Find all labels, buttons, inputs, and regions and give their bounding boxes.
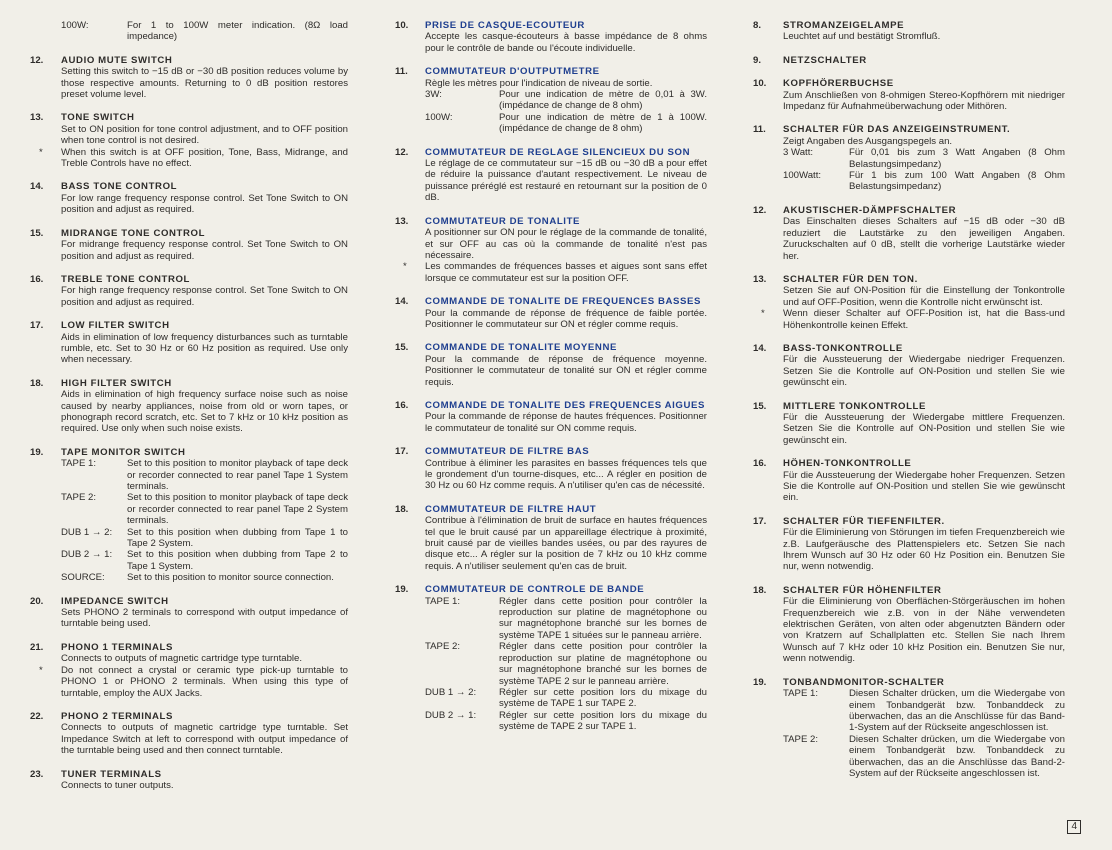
section-number: 8. [753, 20, 762, 31]
section-number: 14. [30, 181, 44, 193]
section-text: Pour la commande de réponse de fréquence de faible portée. Positionner le commutateur sur ON et régler comme requis. [425, 307, 707, 330]
section-heading: SCHALTER FÜR HÖHENFILTER [783, 584, 942, 596]
section-text: For high range frequency response control. Set Tone Switch to ON position and adjust as required. [61, 285, 348, 308]
section-item [753, 55, 1065, 66]
section-number: 12. [30, 54, 44, 66]
section-heading: KOPFHÖRERBUCHSE [783, 78, 894, 90]
section-heading: HÖHEN-TONKONTROLLE [783, 458, 912, 470]
setting-label: TAPE 2: [61, 492, 97, 504]
section-text: Für die Eliminierung von Störungen im tiefen Frequenzbereich wie z.B. Laufgeräusche des Plattenspielers etc. Setzen Sie nach Ihrem Wunsch auf 30 Hz oder 60 Hz Position ein. Benutzen Sie nur, wenn notwendig. [783, 527, 1065, 573]
section-heading: TUNER TERMINALS [61, 768, 162, 780]
setting-description: Diesen Schalter drücken, um die Wiedergabe von einem Tonbandgerät bzw. Tonbanddeck zu überwachen, das an die Anschlüsse für das Band-1-System auf der Rückseite angeschlossen ist. [849, 688, 1065, 734]
section-number: 14. [395, 296, 409, 308]
section-number: 11. [753, 124, 766, 136]
section-heading: COMMUTATEUR D'OUTPUTMETRE [425, 66, 600, 78]
section-number: 17. [753, 515, 767, 527]
section-number: 22. [30, 710, 44, 722]
section-heading: MITTLERE TONKONTROLLE [783, 400, 926, 412]
setting-list [783, 147, 1065, 193]
setting-description: For 1 to 100W meter indication. (8Ω load impedance) [127, 20, 348, 43]
section-item [30, 55, 348, 101]
setting-label: DUB 1 → 2: [61, 526, 113, 538]
setting-label: DUB 2 → 1: [61, 549, 113, 561]
setting-label: TAPE 1: [783, 688, 819, 700]
section-text: Für die Aussteuerung der Wiedergabe mittlere Frequenzen. Setzen Sie die Kontrolle auf ON-Position und stellen Sie wie gewünscht ein. [783, 411, 1065, 446]
section-item [395, 216, 707, 284]
setting-description: Pour une indication de mètre de 1 à 100W. (impédance de change de 8 ohm) [499, 111, 707, 135]
section-text: Règle les mètres pour l'indication de niveau de sortie. [425, 77, 653, 89]
section-text: Contribue à éliminer les parasites en basses fréquences tels que le grondement d'un tourne-disques, etc... A régler en position de 30 Hz ou 60 Hz comme requis. A n'utiliser qu'en cas de nécessité. [425, 457, 707, 492]
section-number: 13. [30, 112, 44, 124]
section-heading: TREBLE TONE CONTROL [61, 273, 191, 285]
setting-description: Für 0,01 bis zum 3 Watt Angaben (8 Ohm Belastungsimpedanz) [849, 147, 1065, 170]
note-marker: * [761, 308, 765, 320]
section-heading: LOW FILTER SWITCH [61, 320, 170, 332]
section-heading: AKUSTISCHER-DÄMPFSCHALTER [783, 204, 957, 216]
note-body: Wenn dieser Schalter auf OFF-Position ist, hat die Bass-und Höhenkontrolle keinen Effekt. [783, 308, 1065, 331]
section-heading: PRISE DE CASQUE-ECOUTEUR [425, 20, 585, 31]
section-number: 15. [753, 400, 767, 412]
section-text: A positionner sur ON pour le réglage de la commande de tonalité, et sur OFF au cas où la commande de tonalité n'est pas nécessaire. [425, 227, 707, 261]
english-column [30, 20, 348, 803]
section-number: 10. [753, 78, 767, 90]
section-heading: BASS-TONKONTROLLE [783, 342, 903, 354]
section-item [30, 112, 348, 169]
note-text [761, 308, 1065, 331]
setting-label: TAPE 2: [783, 733, 819, 745]
section-text: Connects to tuner outputs. [61, 779, 174, 791]
section-item [395, 66, 707, 134]
section-number: 19. [30, 446, 44, 458]
section-text: Für die Aussteuerung der Wiedergabe niedriger Frequenzen. Setzen Sie die Kontrolle auf ON-Position und stellen Sie wie gewünscht ein. [783, 354, 1065, 389]
setting-description: Set to this position to monitor playback of tape deck or recorder connected to rear panel Tape 2 System terminals. [127, 492, 348, 527]
section-item [30, 320, 348, 366]
section-number: 12. [395, 146, 409, 158]
section-number: 16. [395, 399, 409, 411]
section-item [30, 769, 348, 792]
section-item [753, 124, 1065, 192]
setting-label: 100W: [425, 111, 453, 123]
section-number: 19. [395, 584, 409, 596]
section-number: 16. [30, 273, 44, 285]
note-body: Do not connect a crystal or ceramic type pick-up turntable to PHONO 1 or PHONO 2 terminals. When using this type of turntable, employ the AUX Jacks. [61, 664, 348, 699]
german-column [753, 20, 1065, 791]
setting-label: 100Watt: [783, 170, 822, 182]
section-item [753, 677, 1065, 780]
note-text [39, 664, 348, 699]
section-text: Zum Anschließen von 8-ohmigen Stereo-Kopfhörern mit niedriger Impedanz für Aufnahmeüberwachung oder Mithören. [783, 89, 1065, 113]
section-heading: NETZSCHALTER [783, 54, 867, 66]
page-number: 4 [1067, 820, 1081, 834]
setting-label: SOURCE: [61, 572, 105, 584]
section-item [395, 400, 707, 434]
section-item [395, 342, 707, 388]
section-item [753, 516, 1065, 573]
section-heading: COMMUTATEUR DE REGLAGE SILENCIEUX DU SON [425, 146, 691, 158]
section-heading: COMMANDE DE TONALITE MOYENNE [425, 342, 617, 354]
section-number: 12. [753, 204, 767, 216]
section-item [395, 147, 707, 204]
setting-description: Set to this position when dubbing from Tape 1 to Tape 2 System. [127, 526, 348, 550]
note-body: When this switch is at OFF position, Tone, Bass, Midrange, and Treble Controls have no effect. [61, 146, 348, 170]
section-item [395, 296, 707, 330]
section-heading: PHONO 1 TERMINALS [61, 641, 174, 653]
setting-list [425, 596, 707, 733]
section-heading: COMMUTATEUR DE TONALITE [425, 215, 581, 227]
section-item [30, 181, 348, 215]
setting-label: DUB 2 → 1: [425, 709, 477, 721]
section-number: 17. [395, 446, 409, 458]
section-text: Zeigt Angaben des Ausgangspegels an. [783, 135, 953, 147]
section-item [753, 401, 1065, 447]
section-heading: SCHALTER FÜR TIEFENFILTER. [783, 515, 945, 527]
section-item [30, 228, 348, 262]
note-text [39, 146, 348, 170]
section-item [395, 504, 707, 572]
section-item [753, 585, 1065, 665]
setting-label: TAPE 1: [425, 595, 461, 607]
section-number: 20. [30, 595, 44, 607]
section-text: Pour la commande de réponse de fréquence moyenne. Positionner le commutateur de tonalité sur ON et régler comme requis. [425, 353, 707, 388]
section-text: Aids in elimination of high frequency surface noise such as noise caused by nearby appliances, noise from old or worn tapes, or phonograph record scratch, etc. Set to 7 kHz or 10 kHz position as required. Use only when such noise exists. [61, 389, 348, 435]
setting-list [61, 458, 348, 583]
section-text: Pour la commande de réponse de hautes fréquences. Positionner le commutateur de tonalité sur ON comme requis. [425, 411, 707, 434]
section-number: 21. [30, 641, 44, 653]
setting-description: Diesen Schalter drücken, um die Wiedergabe von einem Tonbandgerät bzw. Tonbanddeck zu überwachen, das an die Anschlüsse das Band-2-System auf der Rückseite angeschlossen ist. [849, 733, 1065, 779]
section-item [395, 20, 707, 54]
section-item [30, 447, 348, 584]
setting-description: Régler sur cette position lors du mixage du système de TAPE 1 sur TAPE 2. [499, 686, 707, 710]
section-heading: TONE SWITCH [61, 112, 135, 124]
section-text: Für die Eliminierung von Oberflächen-Störgeräuschen im hohen Frequenzbereich wie z.B. von in der Nähe verwendeten elektrischen Geräten, von alten oder abgenutzten Bändern oder von Kratzern auf Schallplatten etc. Stellen Sie nach Ihrem Wunsch auf 7 kHz oder 10 kHz Position ein. Benutzen Sie nur, wenn notwendig. [783, 596, 1065, 665]
section-heading: AUDIO MUTE SWITCH [61, 54, 173, 66]
section-text: For low range frequency response control. Set Tone Switch to ON position and adjust as required. [61, 192, 348, 216]
section-text: Setting this switch to −15 dB or −30 dB position reduces volume by those respective amounts. Returning to 0 dB position restores preset volume level. [61, 66, 348, 101]
setting-label: DUB 1 → 2: [425, 686, 477, 698]
setting-list [783, 688, 1065, 779]
section-item [30, 378, 348, 435]
section-heading: SCHALTER FÜR DAS ANZEIGEINSTRUMENT. [783, 124, 1011, 136]
setting-description: Set to this position to monitor playback of tape deck or recorder connected to rear panel Tape 1 System terminals. [127, 458, 348, 492]
section-item [753, 20, 1065, 43]
section-heading: COMMUTATEUR DE FILTRE BAS [425, 446, 590, 458]
section-text: Accepte les casque-écouteurs à basse impédance de 8 ohms pour le contrôle de bande ou l'écoute individuelle. [425, 31, 707, 54]
section-heading: BASS TONE CONTROL [61, 181, 178, 193]
note-marker: * [39, 664, 43, 676]
section-number: 13. [753, 273, 767, 285]
section-item [753, 205, 1065, 262]
section-heading: IMPEDANCE SWITCH [61, 595, 169, 607]
section-item [395, 584, 707, 732]
section-item [30, 642, 348, 699]
section-item [30, 711, 348, 757]
setting-description: Set to this position when dubbing from Tape 2 to Tape 1 System. [127, 549, 348, 572]
section-number: 18. [30, 377, 44, 389]
section-item [753, 343, 1065, 389]
section-number: 15. [395, 342, 409, 354]
section-number: 13. [395, 215, 409, 227]
setting-description: Pour une indication de mètre de 0,01 à 3W. (impédance de change de 8 ohm) [499, 89, 707, 112]
section-text: Sets PHONO 2 terminals to correspond with output impedance of turntable being used. [61, 607, 348, 630]
section-item [753, 78, 1065, 112]
note-body: Les commandes de fréquences basses et aigues sont sans effet lorsque ce commutateur est sur la position OFF. [425, 261, 707, 284]
section-item [30, 20, 348, 43]
section-heading: STROMANZEIGELAMPE [783, 20, 905, 31]
section-item [395, 446, 707, 492]
section-number: 18. [753, 584, 767, 596]
section-heading: TONBANDMONITOR-SCHALTER [783, 676, 945, 688]
section-text: Connects to outputs of magnetic cartridge type turntable. [61, 653, 303, 665]
section-number: 16. [753, 458, 767, 470]
setting-list [425, 89, 707, 135]
section-heading: SCHALTER FÜR DEN TON. [783, 273, 918, 285]
setting-label: TAPE 1: [61, 458, 97, 470]
note-marker: * [403, 261, 407, 273]
section-number: 23. [30, 768, 44, 780]
section-text: Le réglage de ce commutateur sur −15 dB ou −30 dB a pour effet de réduire la puissance d'autant respectivement. Le niveau de puissance préréglé est restauré en retournant sur la position de 0 dB. [425, 158, 707, 204]
section-heading: TAPE MONITOR SWITCH [61, 446, 186, 458]
section-number: 10. [395, 20, 409, 31]
section-item [30, 596, 348, 630]
section-number: 19. [753, 676, 767, 688]
setting-description: Régler sur cette position lors du mixage du système de TAPE 2 sur TAPE 1. [499, 709, 707, 733]
section-number: 14. [753, 342, 767, 354]
french-column [395, 20, 707, 745]
setting-description: Régler dans cette position pour contrôler la reproduction sur platine de magnétophone ou sur magnétophone branché sur les bornes de système TAPE 1 situées sur le panneau arrière. [499, 595, 707, 641]
section-heading: COMMANDE DE TONALITE DE FREQUENCES BASSES [425, 296, 702, 308]
section-item [30, 274, 348, 308]
section-item [753, 458, 1065, 504]
section-text: Für die Aussteuerung der Wiedergabe hoher Frequenzen. Setzen Sie die Kontrolle auf ON-Position und stellen Sie wie gewünscht ein. [783, 469, 1065, 504]
section-text: Das Einschalten dieses Schalters auf −15 dB oder −30 dB reduziert die Lautstärke zu den jeweiligen Angaben. Zuruckschalten auf 0 dB, stellt die vorherige Lautstärke wieder her. [783, 216, 1065, 262]
note-marker: * [39, 146, 43, 158]
section-text: Set to ON position for tone control adjustment, and to OFF position when tone control is not desired. [61, 123, 348, 147]
section-heading: HIGH FILTER SWITCH [61, 377, 172, 389]
setting-description: Für 1 bis zum 100 Watt Angaben (8 Ohm Belastungsimpedanz) [849, 170, 1065, 193]
setting-label: TAPE 2: [425, 641, 461, 653]
section-text: Connects to outputs of magnetic cartridge type turntable. Set Impedance Switch at left to correspond with output impedance of the turntable being used and then connect turntable. [61, 722, 348, 757]
section-text: Leuchtet auf und bestätigt Stromfluß. [783, 31, 941, 43]
setting-label: 100W: [61, 20, 89, 31]
setting-list [61, 20, 348, 43]
section-item [753, 274, 1065, 331]
section-heading: COMMANDE DE TONALITE DES FREQUENCES AIGUES [425, 399, 705, 411]
section-number: 18. [395, 503, 409, 515]
setting-label: 3W: [425, 89, 442, 101]
setting-label: 3 Watt: [783, 147, 814, 159]
section-number: 11. [395, 66, 408, 78]
section-text: Aids in elimination of low frequency disturbances such as turntable rumble, etc. Set to 30 Hz or 60 Hz position as required. Use only when necessary. [61, 331, 348, 366]
note-text [403, 261, 707, 284]
section-number: 9. [753, 54, 762, 66]
setting-description: Régler dans cette position pour contrôler la reproduction sur platine de magnétophone ou sur magnétophone branché sur les bornes de système TAPE 2 sur le panneau arrière. [499, 641, 707, 687]
section-heading: PHONO 2 TERMINALS [61, 710, 174, 722]
setting-description: Set to this position to monitor source connection. [127, 572, 334, 584]
section-number: 15. [30, 227, 44, 239]
section-number: 17. [30, 320, 44, 332]
section-heading: COMMUTATEUR DE FILTRE HAUT [425, 503, 597, 515]
section-text: Setzen Sie auf ON-Position für die Einstellung der Tonkontrolle und auf OFF-Position, wenn die Kontrolle nicht erwünscht ist. [783, 285, 1065, 308]
section-text: Contribue à l'élimination de bruit de surface en hautes fréquences tel que le bruit causé par un appareillage électrique à proximité, bruit causé par de vieilles bandes usées, ou par des rayures de disque etc... A régler sur la position de 7 kHz ou 10 kHz comme requis. A n'utiliser seulement qu'en cas de bruit. [425, 515, 707, 572]
section-heading: COMMUTATEUR DE CONTROLE DE BANDE [425, 584, 645, 596]
section-heading: MIDRANGE TONE CONTROL [61, 227, 206, 239]
section-text: For midrange frequency response control. Set Tone Switch to ON position and adjust as required. [61, 239, 348, 262]
